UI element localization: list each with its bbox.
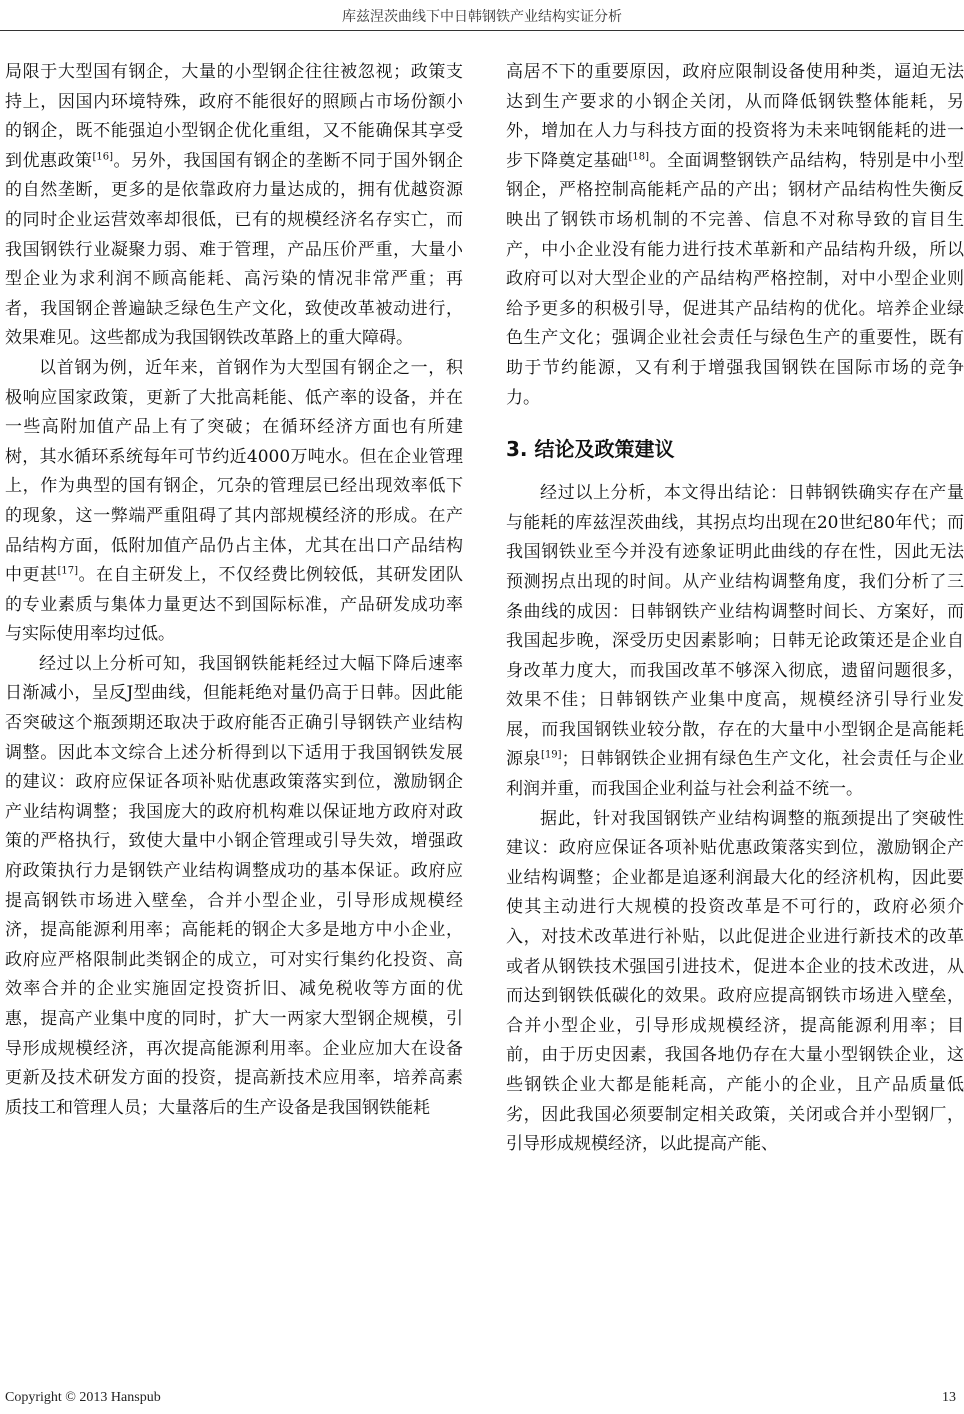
citation-ref: [16] bbox=[92, 151, 114, 163]
paragraph-text: 。在自主研发上，不仅经费比例较低，其研发团队的专业素质与集体力量更达不到国际标准，产品研发成功率与实际使用率均过低。 bbox=[5, 565, 464, 645]
paragraph bbox=[506, 58, 964, 413]
section-heading: 3. 结论及政策建议 bbox=[506, 437, 675, 462]
paragraph-text: 。全面调整钢铁产品结构，特别是中小型钢企，严格控制高能耗产品的产出；钢材产品结构性失衡反映出了钢铁市场机制的不完善、信息不对称导致的盲目生产，中小企业没有能力进行技术革新和产品结构升级，所以政府可以对大型企业的产品结构严格控制，对中小型企业则给予更多的积极引导，促进其产品结构的优化。培养企业绿色生产文化；强调企业社会责任与绿色生产的重要性，既有助于节约能源，又有利于增强我国钢铁在国际市场的竞争力。 bbox=[506, 150, 964, 408]
page-number: 13 bbox=[942, 1390, 956, 1405]
paragraph-text: 以首钢为例，近年来，首钢作为大型国有钢企之一，积极响应国家政策，更新了大批高耗能、低产率的设备，并在一些高附加值产品上有了突破；在循环经济方面也有所建树，其水循环系统每年可节约近4000万吨水。但在企业管理上，作为典型的国有钢企，冗杂的管理层已经出现效率低下的现象，这一弊端严重阻碍了其内部规模经济的形成。在产品结构方面，低附加值产品仍占主体，尤其在出口产品结构中更甚 bbox=[5, 357, 463, 586]
running-header: 库兹涅茨曲线下中日韩钢铁产业结构实证分析 bbox=[342, 9, 622, 25]
paragraph-text: 局限于大型国有钢企，大量的小型钢企往往被忽视；政策支持上，因国内环境特殊，政府不能很好的照顾占市场份额小的钢企，既不能强迫小型钢企优化重组，又不能确保其享受到优惠政策 bbox=[5, 62, 463, 171]
paragraph bbox=[5, 58, 463, 354]
citation-ref: [19] bbox=[541, 749, 562, 761]
right-column bbox=[506, 58, 964, 1160]
copyright-notice: Copyright © 2013 Hanspub bbox=[5, 1390, 161, 1405]
paragraph: 经过以上分析可知，我国钢铁能耗经过大幅下降后速率日渐减小，呈反J型曲线，但能耗绝对量仍高于日韩。因此能否突破这个瓶颈期还取决于政府能否正确引导钢铁产业结构调整。因此本文综合上述分析得到以下适用于我国钢铁发展的建议：政府应保证各项补贴优惠政策落实到位，激励钢企产业结构调整；我国庞大的政府机构难以保证地方政府对政策的严格执行，致使大量中小钢企管理或引导失效，增强政府政策执行力是钢铁产业结构调整成功的基本保证。政府应提高钢铁市场进入壁垒，合并小型企业，引导形成规模经济，提高能源利用率；高能耗的钢企大多是地方中小企业，政府应严格限制此类钢企的成立，可对实行集约化投资、高效率合并的企业实施固定投资折旧、减免税收等方面的优惠，提高产业集中度的同时，扩大一两家大型钢企规模，引导形成规模经济，再次提高能源利用率。企业应加大在设备更新及技术研发方面的投资，提高新技术应用率，培养高素质技工和管理人员；大量落后的生产设备是我国钢铁能耗 bbox=[5, 653, 463, 1118]
paragraph-text: 经过以上分析，本文得出结论：日韩钢铁确实存在产量与能耗的库兹涅茨曲线，其拐点均出现在20世纪80年代；而我国钢铁业至今并没有迹象证明此曲线的存在性，因此无法预测拐点出现的时间。从产业结构调整角度，我们分析了三条曲线的成因：日韩钢铁产业结构调整时间长、方案好，而我国起步晚，深受历史因素影响；日韩无论政策还是企业自身改革力度大，而我国改革不够深入彻底，遗留问题很多，效果不佳；日韩钢铁产业集中度高，规模经济引导行业发展，而我国钢铁业较分散，存在的大量中小型钢企是高能耗源泉 bbox=[506, 483, 964, 770]
citation-ref: [18] bbox=[628, 151, 650, 163]
citation-ref: [17] bbox=[57, 565, 79, 577]
paragraph: 据此，针对我国钢铁产业结构调整的瓶颈提出了突破性建议：政府应保证各项补贴优惠政策落实到位，激励钢企产业结构调整；企业都是追逐利润最大化的经济机构，因此要使其主动进行大规模的投资改革是不可行的，政府必须介入，对技术改革进行补贴，以此促进企业进行新技术的改革或者从钢铁技术强国引进技术，促进本企业的技术改进，从而达到钢铁低碳化的效果。政府应提高钢铁市场进入壁垒，合并小型企业，引导形成规模经济，提高能源利用率；目前，由于历史因素，我国各地仍存在大量小型钢铁企业，这些钢铁企业大都是能耗高，产能小的企业，且产品质量低劣，因此我国必须要制定相关政策，关闭或合并小型钢厂，引导形成规模经济，以此提高产能、 bbox=[506, 808, 964, 1155]
paragraph bbox=[5, 354, 463, 650]
paragraph-text: 。另外，我国国有钢企的垄断不同于国外钢企的自然垄断，更多的是依靠政府力量达成的，拥有优越资源的同时企业运营效率却很低，已有的规模经济名存实亡，而我国钢铁行业凝聚力弱、难于管理，产品压价严重，大量小型企业为求利润不顾高能耗、高污染的情况非常严重；再者，我国钢企普遍缺乏绿色生产文化，致使改革被动进行，效果难见。这些都成为我国钢铁改革路上的重大障碍。 bbox=[5, 150, 464, 349]
paragraph-text: 高居不下的重要原因，政府应限制设备使用种类，逼迫无法达到生产要求的小钢企关闭，从而降低钢铁整体能耗，另外，增加在人力与科技方面的投资将为未来吨钢能耗的进一步下降奠定基础 bbox=[506, 62, 964, 171]
paragraph-text: ；日韩钢铁企业拥有绿色生产文化，社会责任与企业利润并重，而我国企业利益与社会利益不统一。 bbox=[506, 749, 964, 800]
header-divider bbox=[0, 30, 964, 31]
left-column bbox=[5, 58, 463, 1123]
paragraph bbox=[506, 479, 964, 805]
